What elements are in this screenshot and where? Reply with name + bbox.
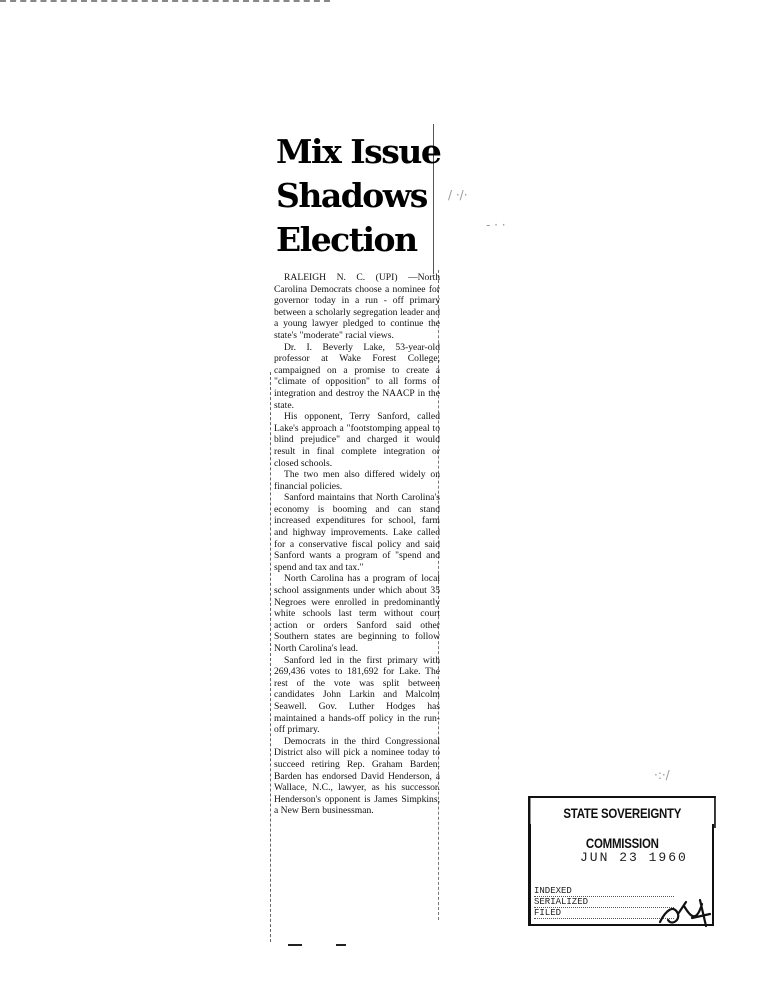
headline — [276, 130, 440, 262]
article-paragraph: RALEIGH N. C. (UPI) —North Carolina Democrats choose a nominee for governor today in a run - off primary between a scholarly segregation leader and a young lawyer pledged to continue the state's "moderate" racial views. — [274, 272, 440, 341]
headline-line: Shadows — [276, 176, 427, 215]
article-paragraph: Democrats in the third Congressional District also will pick a nominee today to succeed retiring Rep. Graham Barden. Barden has endorsed David Henderson, a Wallace, N.C., lawyer, as his successor. Henderson's opponent is James Simpkins, a New Bern businessman. — [274, 735, 440, 817]
article-body — [274, 272, 440, 817]
handwritten-initials — [656, 896, 712, 930]
stamp-title: STATE SOVEREIGNTY COMMISSION — [528, 796, 716, 828]
scan-smudge: ·:·/ — [654, 768, 670, 782]
stamp-line: FILED — [534, 908, 674, 919]
stamp-status-lines — [534, 886, 674, 919]
newspaper-clipping — [274, 124, 440, 944]
headline-line: Mix Issue — [276, 132, 441, 171]
article-paragraph: North Carolina has a program of local school assignments under which about 35 Negroes were enrolled in predominantly white schools last term without court action or orders Sanford said other Southern states are beginning to follow North Carolina's lead. — [274, 573, 440, 654]
stamp-line: SERIALIZED — [534, 897, 674, 908]
clipping-edge — [270, 372, 272, 942]
headline-line: Election — [276, 220, 417, 259]
article-paragraph: His opponent, Terry Sanford, called Lake's approach a "footstomping appeal to blind prejudice" and charged it would result in final complete integration or closed schools. — [274, 411, 440, 469]
article-paragraph: Dr. I. Beverly Lake, 53-year-old professor at Wake Forest College, campaigned on a promise to create a "climate of opposition" to all forms of integration and destroy the NAACP in the state. — [274, 341, 440, 411]
stamp-date: JUN 23 1960 — [580, 850, 688, 865]
article-paragraph: The two men also differed widely on financial policies. — [274, 469, 440, 492]
top-edge-dashes — [0, 0, 330, 4]
article-paragraph: Sanford led in the first primary with 269,436 votes to 181,692 for Lake. The rest of the vote was split between candidates John Larkin and Malcolm Seawell. Gov. Luther Hodges has maintained a hands-off policy in the run-off primary. — [274, 654, 440, 736]
article-paragraph: Sanford maintains that North Carolina's economy is booming and can stand increased expenditures for school, farm and highway improvements. Lake called for a conservative fiscal policy and said Sanford wants a program of "spend and spend and tax and tax." — [274, 492, 440, 573]
scan-smudge: - · · — [486, 218, 506, 232]
stamp-line: INDEXED — [534, 886, 674, 897]
scan-smudge: / ·/· — [448, 188, 468, 202]
clipping-end-mark — [288, 936, 348, 942]
